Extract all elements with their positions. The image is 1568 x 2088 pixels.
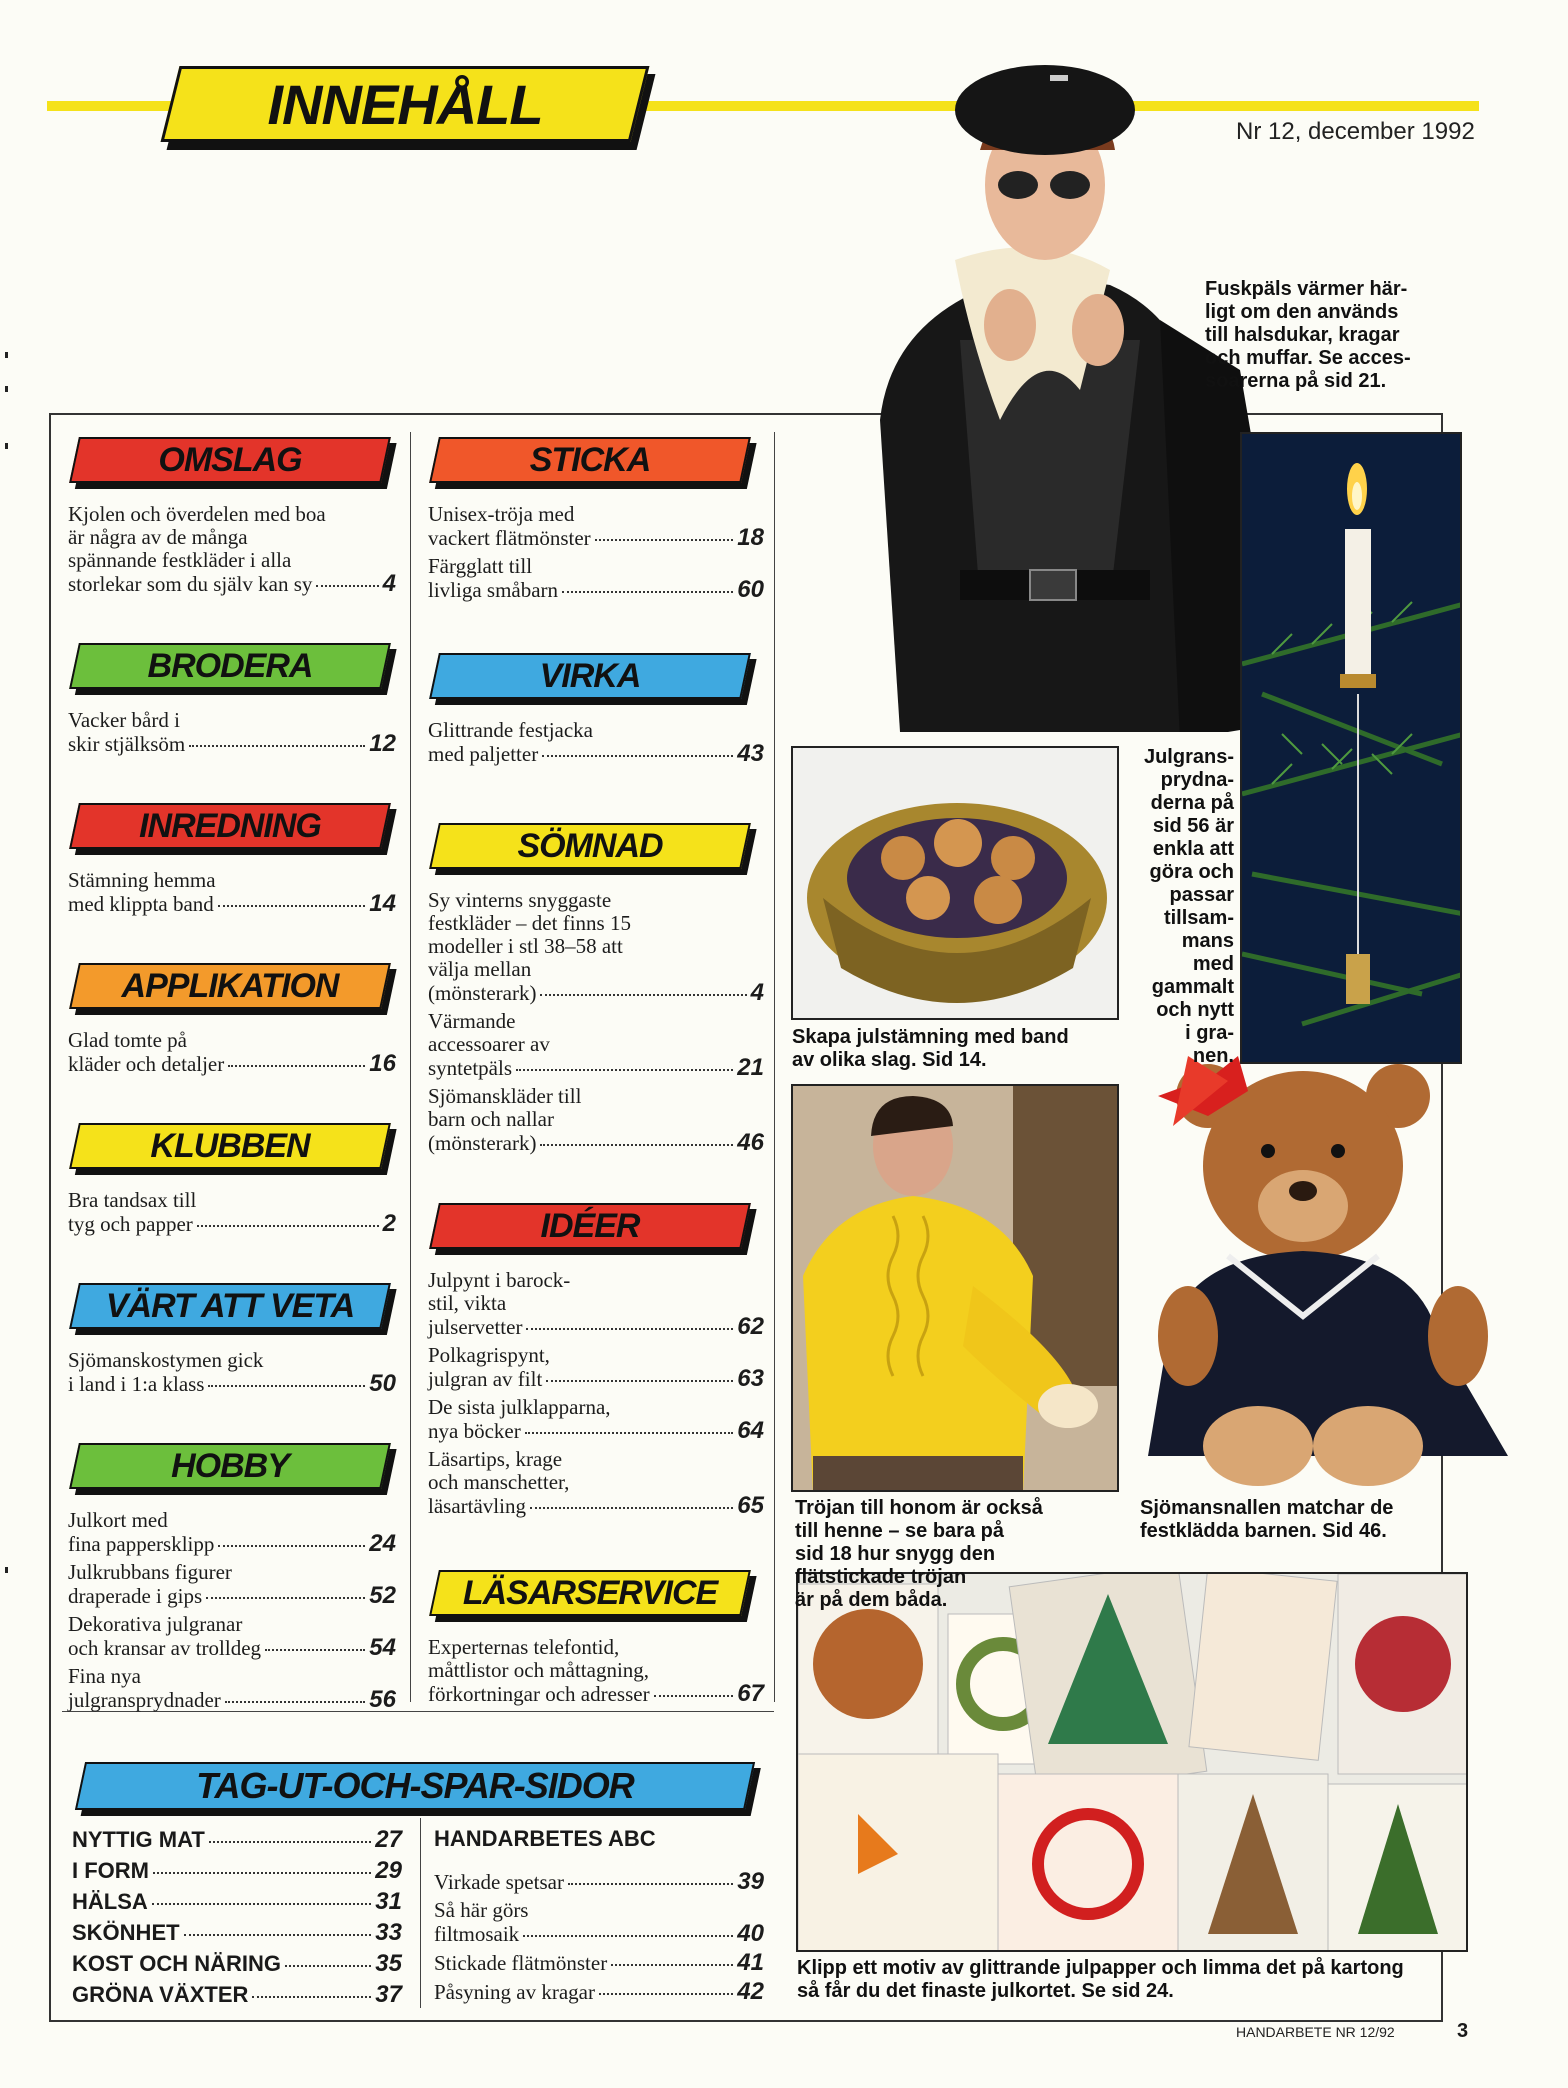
leader-dots: [152, 1903, 372, 1905]
leader-dots: [228, 1065, 365, 1067]
toc-page-number: 21: [737, 1054, 764, 1081]
toc-page-number: 67: [737, 1680, 764, 1707]
leader-dots: [225, 1701, 366, 1703]
section-banner: [434, 437, 746, 483]
spar-item: [72, 1950, 402, 1978]
page-number: 3: [1457, 2020, 1469, 2042]
spar-item: [72, 1826, 402, 1854]
caption-line: Sjömansnallen matchar de: [1140, 1497, 1394, 1519]
margin-tick: [5, 443, 8, 449]
issue-date: Nr 12, december 1992: [1236, 118, 1475, 145]
candle-tree-photo: [1240, 432, 1462, 1064]
toc-entry-text: Virkade spetsar: [434, 1870, 564, 1894]
toc-entry-line: De sista julklapparna,: [428, 1395, 611, 1419]
leader-dots: [218, 1545, 365, 1547]
caption-line: till halsdukar, kragar: [1205, 324, 1400, 346]
toc-entry-text: nya böcker: [428, 1419, 521, 1443]
toc-entry-text: skir stjälksöm: [68, 732, 186, 756]
toc-entry-line: modeller i stl 38–58 att: [428, 934, 623, 958]
toc-page-number: 64: [737, 1417, 764, 1444]
leader-dots: [654, 1695, 734, 1697]
caption-line: festklädda barnen. Sid 46.: [1140, 1520, 1387, 1542]
toc-entry-row: [428, 742, 764, 766]
spar-page: 27: [375, 1826, 402, 1853]
caption-line: är på dem båda.: [795, 1589, 948, 1611]
caption-line: Skapa julstämning med band: [792, 1026, 1069, 1048]
leader-dots: [189, 745, 365, 747]
toc-entry: [68, 869, 396, 916]
caption-line: Fuskpäls värmer här-: [1205, 278, 1408, 300]
bowl-photo: [791, 746, 1119, 1020]
toc-entry-line: Läsartips, krage: [428, 1447, 563, 1471]
caption-line: Julgrans-: [1143, 746, 1234, 768]
toc-entry-text: (mönsterark): [428, 981, 537, 1005]
toc-entry-text: med klippta band: [68, 892, 214, 916]
caption-line: ligt om den används: [1205, 301, 1399, 323]
leader-dots: [252, 1996, 371, 1998]
margin-tick: [5, 1567, 8, 1573]
sweater-caption: [795, 1497, 1043, 1612]
caption-line: enkla att: [1152, 838, 1234, 860]
toc-entry-row: [434, 1980, 764, 2004]
toc-entry: [428, 1269, 764, 1339]
caption-line: och muffar. Se acces-: [1205, 347, 1411, 369]
leader-dots: [540, 1144, 733, 1146]
toc-entry-text: tyg och papper: [68, 1212, 193, 1236]
toc-entry-row: [428, 578, 764, 602]
caption-line: göra och: [1149, 861, 1234, 883]
toc-entry-row: [428, 1494, 764, 1518]
toc-page-number: 65: [737, 1492, 764, 1519]
toc-entry-line: Värmande: [428, 1009, 516, 1033]
abc-heading: HANDARBETES ABC: [434, 1826, 656, 1851]
toc-entry-text: storlekar som du själv kan sy: [68, 572, 313, 596]
spar-banner: [80, 1762, 750, 1810]
spar-item: [72, 1981, 402, 2009]
toc-entry-line: och manschetter,: [428, 1470, 570, 1494]
caption-line: med: [1192, 953, 1234, 975]
toc-entry: [428, 1344, 764, 1391]
spar-label: SKÖNHET: [72, 1920, 180, 1945]
toc-entry-line: accessoarer av: [428, 1032, 550, 1056]
column-divider: [410, 432, 411, 1702]
leader-dots: [595, 539, 734, 541]
caption-line: prydna-: [1160, 769, 1234, 791]
section-banner: [74, 1283, 386, 1329]
toc-entry-row: [428, 1131, 764, 1155]
toc-entry-text: Stickade flätmönster: [434, 1951, 608, 1975]
leader-dots: [316, 585, 378, 587]
sweater-photo: [791, 1084, 1119, 1492]
caption-line: gammalt: [1151, 976, 1234, 998]
toc-entry-row: [68, 1636, 396, 1660]
section-banner: [74, 963, 386, 1009]
toc-entry-line: Kjolen och överdelen med boa: [68, 502, 326, 526]
spar-page: 31: [375, 1888, 402, 1915]
leader-dots: [523, 1935, 733, 1937]
section-banner: [434, 1203, 746, 1249]
toc-entry-text: filtmosaik: [434, 1922, 520, 1946]
toc-entry-line: spännande festkläder i alla: [68, 548, 292, 572]
section-banner: [434, 1570, 746, 1616]
toc-page-number: 63: [737, 1365, 764, 1392]
caption-line: flätstickade tröjan: [795, 1566, 967, 1588]
toc-entry-line: Unisex-tröja med: [428, 502, 575, 526]
leader-dots: [525, 1432, 734, 1434]
margin-tick: [5, 386, 8, 392]
leader-dots: [197, 1225, 379, 1227]
toc-entry-row: [428, 526, 764, 550]
toc-entry: [428, 1636, 764, 1706]
toc-entry-text: draperade i gips: [68, 1584, 203, 1608]
toc-entry: [68, 1349, 396, 1396]
leader-dots: [206, 1597, 365, 1599]
toc-entry-text: livliga småbarn: [428, 578, 559, 602]
caption-line: så får du det finaste julkortet. Se sid 24.: [797, 1980, 1174, 2002]
toc-page-number: 14: [369, 890, 396, 917]
column-divider: [774, 432, 775, 1702]
fur-caption: [1205, 278, 1411, 393]
toc-page-number: 40: [737, 1920, 764, 1947]
toc-entry-row: [428, 1367, 764, 1391]
section-heading: HOBBY: [171, 1446, 289, 1485]
margin-tick: [5, 352, 8, 358]
toc-entry-row: [68, 1688, 396, 1712]
footer-magazine: HANDARBETE NR 12/92: [1236, 2024, 1395, 2040]
toc-entry-text: Påsyning av kragar: [434, 1980, 595, 2004]
toc-page-number: 46: [737, 1129, 764, 1156]
toc-entry-text: med paljetter: [428, 742, 539, 766]
spar-label: NYTTIG MAT: [72, 1827, 205, 1852]
caption-line: derna på: [1150, 792, 1234, 814]
toc-page-number: 56: [369, 1686, 396, 1713]
toc-entry-line: Färgglatt till: [428, 554, 533, 578]
toc-entry-text: kläder och detaljer: [68, 1052, 225, 1076]
toc-entry: [68, 1665, 396, 1712]
toc-page-number: 18: [737, 524, 764, 551]
toc-entry-text: julgran av filt: [428, 1367, 543, 1391]
spar-page: 37: [375, 1981, 402, 2008]
spar-label: KOST OCH NÄRING: [72, 1951, 281, 1976]
caption-line: sid 18 hur snygg den: [795, 1543, 996, 1565]
toc-entry-row: [68, 1052, 396, 1076]
caption-line: mans: [1181, 930, 1234, 952]
leader-dots: [568, 1883, 733, 1885]
spar-label: HÄLSA: [72, 1889, 148, 1914]
section-heading: IDÉER: [540, 1206, 640, 1245]
toc-entry-line: Sjömanskläder till: [428, 1084, 582, 1108]
toc-entry: [68, 1189, 396, 1236]
toc-entry-row: [434, 1870, 764, 1894]
spar-label: GRÖNA VÄXTER: [72, 1982, 249, 2007]
section-heading: KLUBBEN: [150, 1126, 310, 1165]
toc-entry-line: Sy vinterns snyggaste: [428, 888, 612, 912]
toc-page-number: 43: [737, 740, 764, 767]
leader-dots: [209, 1841, 372, 1843]
toc-entry-text: (mönsterark): [428, 1131, 537, 1155]
section-banner: [434, 823, 746, 869]
leader-dots: [611, 1964, 733, 1966]
toc-page-number: 54: [369, 1634, 396, 1661]
toc-entry: [428, 719, 764, 766]
toc-page-number: 41: [737, 1949, 764, 1976]
toc-entry-text: fina pappersklipp: [68, 1532, 215, 1556]
leader-dots: [526, 1328, 733, 1330]
toc-entry: [428, 503, 764, 550]
toc-entry: [68, 709, 396, 756]
caption-line: passar: [1169, 884, 1234, 906]
toc-entry: [428, 1448, 764, 1518]
section-heading: OMSLAG: [158, 440, 302, 479]
toc-entry-row: [68, 1584, 396, 1608]
bowl-caption: [792, 1026, 1069, 1072]
section-heading: LÄSARSERVICE: [462, 1573, 718, 1612]
toc-entry-row: [428, 1315, 764, 1339]
toc-entry-text: vackert flätmönster: [428, 526, 591, 550]
toc-entry: [428, 1396, 764, 1443]
section-heading: STICKA: [529, 440, 651, 479]
toc-entry-line: Fina nya: [68, 1664, 141, 1688]
section-heading: VÄRT ATT VETA: [105, 1286, 355, 1325]
section-heading: APPLIKATION: [121, 966, 339, 1005]
leader-dots: [285, 1965, 371, 1967]
leader-dots: [540, 994, 746, 996]
leader-dots: [218, 905, 365, 907]
toc-entry-row: [434, 1951, 764, 1975]
leader-dots: [516, 1069, 733, 1071]
caption-line: Tröjan till honom är också: [795, 1497, 1043, 1519]
toc-page-number: 42: [737, 1978, 764, 2005]
section-banner: [434, 653, 746, 699]
spar-page: 29: [375, 1857, 402, 1884]
toc-entry: [434, 1951, 764, 1975]
caption-line: till henne – se bara på: [795, 1520, 1004, 1542]
toc-entry-text: julgransprydnader: [68, 1688, 221, 1712]
toc-entry-line: Experternas telefontid,: [428, 1635, 620, 1659]
spar-item: [72, 1919, 402, 1947]
toc-entry-line: välja mellan: [428, 957, 532, 981]
spar-label: I FORM: [72, 1858, 149, 1883]
caption-line: och nytt: [1156, 999, 1234, 1021]
caption-line: i gra-: [1185, 1022, 1234, 1044]
toc-page-number: 12: [369, 730, 396, 757]
leader-dots: [184, 1934, 372, 1936]
section-banner: [74, 1123, 386, 1169]
toc-entry-row: [428, 1419, 764, 1443]
toc-entry-line: Sjömanskostymen gick: [68, 1348, 264, 1372]
toc-entry: [68, 1613, 396, 1660]
section-heading: BRODERA: [147, 646, 313, 685]
toc-page-number: 2: [382, 1210, 396, 1237]
toc-page-number: 50: [369, 1370, 396, 1397]
toc-page-number: 39: [737, 1868, 764, 1895]
toc-entry-row: [68, 1212, 396, 1236]
page-title: INNEHÅLL: [267, 72, 543, 136]
caption-line: sid 56 är: [1152, 815, 1234, 837]
toc-entry-line: Vacker bård i: [68, 708, 180, 732]
toc-entry-row: [428, 1682, 764, 1706]
toc-entry-line: Så här görs: [434, 1898, 529, 1922]
section-banner: [74, 437, 386, 483]
toc-entry-text: läsartävling: [428, 1494, 526, 1518]
christmas-cards-photo: [796, 1572, 1468, 1952]
toc-entry: [434, 1899, 764, 1946]
toc-entry-line: Julkort med: [68, 1508, 168, 1532]
bear-caption: [1140, 1497, 1393, 1543]
toc-entry-row: [428, 1056, 764, 1080]
toc-page-number: 24: [369, 1530, 396, 1557]
section-banner: [74, 643, 386, 689]
toc-entry-line: Glittrande festjacka: [428, 718, 594, 742]
toc-entry-text: förkortningar och adresser: [428, 1682, 650, 1706]
caption-line: av olika slag. Sid 14.: [792, 1049, 987, 1071]
toc-page-number: 52: [369, 1582, 396, 1609]
toc-entry-row: [68, 1532, 396, 1556]
spar-item: [72, 1888, 402, 1916]
toc-entry-text: julservetter: [428, 1315, 523, 1339]
toc-entry-text: i land i 1:a klass: [68, 1372, 205, 1396]
caption-line: nen.: [1192, 1045, 1234, 1067]
spar-heading: TAG-UT-OCH-SPAR-SIDOR: [196, 1765, 634, 1806]
leader-dots: [599, 1993, 733, 1995]
leader-dots: [562, 591, 733, 593]
leader-dots: [153, 1872, 371, 1874]
toc-entry-line: Bra tandsax till: [68, 1188, 197, 1212]
toc-page-number: 4: [382, 570, 396, 597]
toc-entry: [68, 1561, 396, 1608]
section-heading: INREDNING: [139, 806, 321, 845]
toc-page-number: 16: [369, 1050, 396, 1077]
toc-entry: [434, 1980, 764, 2004]
toc-entry-row: [68, 572, 396, 596]
toc-entry: [428, 889, 764, 1005]
toc-entry: [428, 1010, 764, 1080]
spar-page: 35: [375, 1950, 402, 1977]
toc-entry-row: [68, 732, 396, 756]
cards-caption: [797, 1957, 1404, 2003]
toc-entry-line: festkläder – det finns 15: [428, 911, 631, 935]
column-divider: [420, 1818, 421, 2008]
toc-page-number: 60: [737, 576, 764, 603]
spar-page: 33: [375, 1919, 402, 1946]
spar-item: [72, 1857, 402, 1885]
toc-entry-line: Dekorativa julgranar: [68, 1612, 243, 1636]
ornaments-caption: [1122, 746, 1234, 1068]
toc-entry-line: Stämning hemma: [68, 868, 216, 892]
toc-entry-line: Julpynt i barock-: [428, 1268, 571, 1292]
section-banner: [74, 1443, 386, 1489]
toc-entry-text: syntetpäls: [428, 1056, 512, 1080]
caption-line: Klipp ett motiv av glittrande julpapper och limma det på kartong: [797, 1957, 1404, 1979]
section-banner: [74, 803, 386, 849]
toc-entry-row: [434, 1922, 764, 1946]
toc-entry-row: [428, 981, 764, 1005]
toc-entry-line: Polkagrispynt,: [428, 1343, 550, 1367]
teddy-bear-photo: [1128, 1036, 1520, 1498]
leader-dots: [208, 1385, 365, 1387]
leader-dots: [546, 1380, 733, 1382]
caption-line: soarerna på sid 21.: [1205, 370, 1387, 392]
toc-entry-row: [68, 892, 396, 916]
toc-entry-line: barn och nallar: [428, 1107, 554, 1131]
toc-page-number: 4: [750, 979, 764, 1006]
toc-entry-line: Julkrubbans figurer: [68, 1560, 232, 1584]
toc-entry: [434, 1870, 764, 1894]
toc-entry-text: och kransar av trolldeg: [68, 1636, 262, 1660]
toc-entry-line: stil, vikta: [428, 1291, 507, 1315]
section-heading: VIRKA: [539, 656, 641, 695]
toc-entry-line: Glad tomte på: [68, 1028, 187, 1052]
toc-entry: [428, 555, 764, 602]
section-heading: SÖMNAD: [517, 826, 663, 865]
toc-entry-line: är några av de många: [68, 525, 248, 549]
leader-dots: [542, 755, 733, 757]
toc-entry-line: måttlistor och måttagning,: [428, 1658, 650, 1682]
leader-dots: [265, 1649, 365, 1651]
toc-entry: [68, 1509, 396, 1556]
toc-entry: [68, 1029, 396, 1076]
toc-page-number: 62: [737, 1313, 764, 1340]
caption-line: tillsam-: [1163, 907, 1234, 929]
toc-entry: [428, 1085, 764, 1155]
toc-entry: [68, 503, 396, 596]
leader-dots: [530, 1507, 733, 1509]
toc-entry-row: [68, 1372, 396, 1396]
